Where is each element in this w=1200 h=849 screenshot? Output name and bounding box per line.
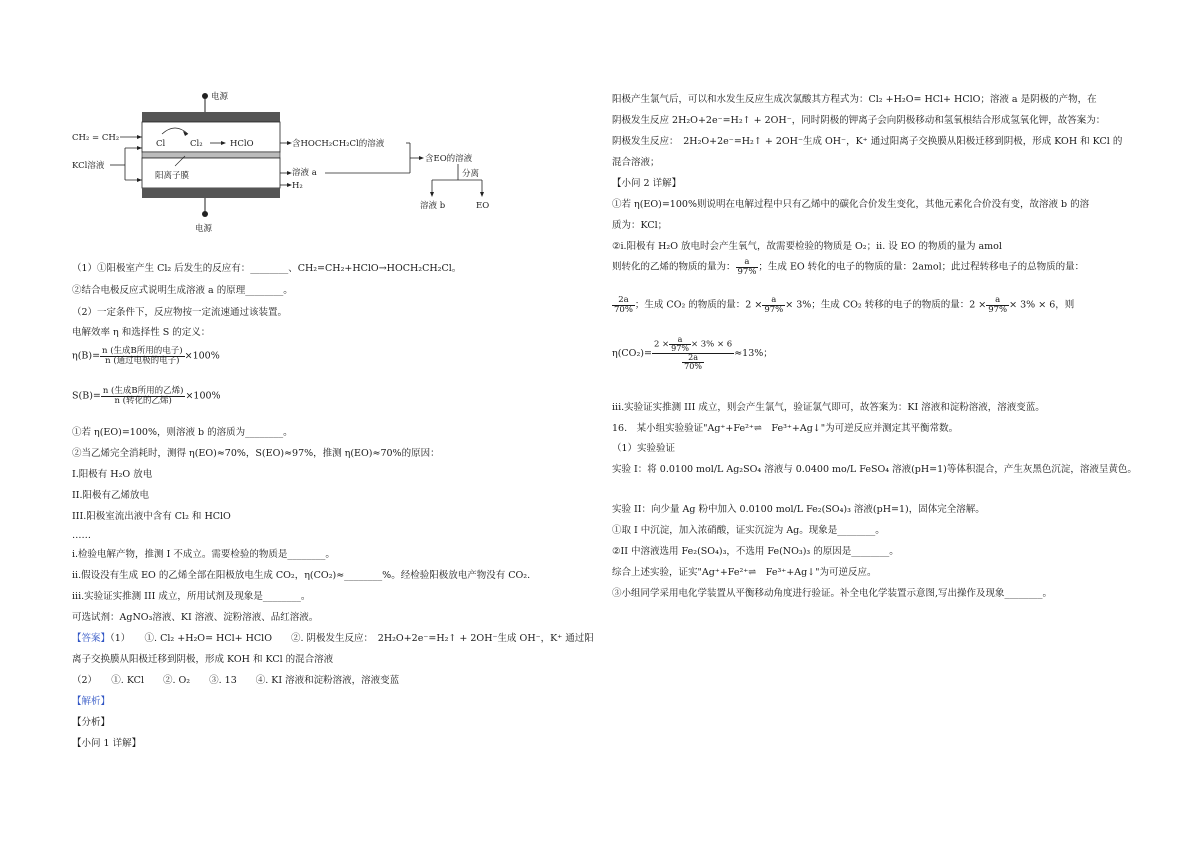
condition-2: ②当乙烯完全消耗时，测得 η(EO)≈70%，S(EO)≈97%，推测 η(EO)≈70%的原因：	[72, 448, 440, 459]
eta-co2-numerator	[652, 336, 734, 354]
cathode-plate	[142, 188, 280, 198]
solution-b-label: 溶液 b	[420, 201, 446, 211]
anode-plate	[142, 112, 280, 122]
eta-co2-tail: ≈13%；	[734, 347, 773, 359]
co2-amount-text: ；生成 CO₂ 的物质的量：2 ×	[634, 299, 763, 311]
right-line-10: iii.实验证实推测 III 成立，则会产生氯气，验证氯气即可，故答案为：KI 溶液和淀粉溶液，溶液变蓝。	[612, 402, 1045, 413]
right-line-4: 混合溶液；	[612, 157, 660, 168]
hypothesis-2: II.阳极有乙烯放电	[72, 490, 150, 501]
eta-co2-label: η(CO₂)=	[612, 347, 652, 359]
q16-part1: （1）实验验证	[612, 443, 676, 454]
item-i: i.检验电解产物，推测 I 不成立。需要检验的物质是________。	[72, 549, 335, 560]
hypothesis-1: I.阳极有 H₂O 放电	[72, 469, 153, 480]
frac-2a-70	[612, 296, 635, 314]
converted-ethylene-text: 则转化的乙烯的物质的量为：	[612, 261, 736, 273]
right-line-1: 阳极产生氯气后，可以和水发生反应生成次氯酸其方程式为：Cl₂ +H₂O= HCl+ HClO；溶液 a 是阴极的产物，在	[612, 94, 1097, 105]
frac-numerator: a	[669, 336, 691, 345]
frac-denominator: 97%	[737, 266, 757, 277]
answer-1: （1） ①. Cl₂ +H₂O= HCl+ HClO ②. 阴极发生反应： 2H₂O+2e⁻=H₂↑ + 2OH⁻生成 OH⁻，K⁺ 通过阳	[110, 633, 594, 644]
ethylene-label: CH₂ = CH₂	[72, 133, 120, 143]
right-line-3: 阴极发生反应： 2H₂O+2e⁻=H₂↑ + 2OH⁻生成 OH⁻，K⁺ 通过阳离子交换膜从阳极迁移到阴极，形成 KOH 和 KCl 的	[612, 136, 1123, 147]
num-pre: 2 ×	[653, 339, 670, 350]
answer-line-1	[72, 634, 594, 644]
s-label: S(B)=	[72, 390, 101, 402]
eta-co2-denominator	[652, 354, 734, 371]
eo-label: EO	[476, 201, 490, 211]
reagents: 可选试剂：AgNO₃溶液、KI 溶液、淀粉溶液、品红溶液。	[72, 612, 319, 623]
exp-item-1: ①取 I 中沉淀，加入浓硝酸，证实沉淀为 Ag。现象是________。	[612, 525, 885, 536]
frac-denominator: 97%	[988, 304, 1008, 315]
answer-tag: 【答案】	[72, 633, 111, 644]
answer-line-2: （2） ①. KCl ②. O₂ ③. 13 ④. KI 溶液和淀粉溶液，溶液变蓝	[72, 675, 400, 686]
frac-numerator: 2a	[612, 296, 635, 306]
right-line-5: ①若 η(EO)=100%则说明在电解过程中只有乙烯中的碳化合价发生变化，其他元素化合价没有变，故溶液 b 的溶	[612, 199, 1090, 210]
num-post: × 3% × 6	[690, 339, 733, 350]
frac-denominator: 97%	[671, 344, 689, 353]
s-denominator: n (转化的乙烯)	[114, 395, 172, 406]
eta-formula	[72, 347, 220, 365]
item-ii: ii.假设没有生成 EO 的乙烯全部在阳极放电生成 CO₂，η(CO₂)≈________%。经检验阳极放电产物没有 CO₂.	[72, 570, 531, 581]
eta-label: η(B)=	[72, 350, 101, 362]
frac-denominator: 70%	[614, 304, 633, 315]
power-label-bottom: 电源	[195, 224, 213, 234]
s-numerator: n (生成B所用的乙烯)	[102, 386, 184, 396]
right-line-9	[612, 296, 1074, 314]
co2-electron-text: × 3%；生成 CO₂ 转移的电子的物质的量：2 ×	[785, 299, 987, 311]
frac-numerator: a	[986, 296, 1009, 306]
exp-item-2: ②II 中溶液选用 Fe₂(SO₄)₃，不选用 Fe(NO₃)₃ 的原因是________。	[612, 546, 899, 557]
q2-intro: （2）一定条件下，反应物按一定流速通过该装置。	[72, 307, 288, 318]
cation-membrane	[142, 152, 280, 158]
membrane-label: 阳离子膜	[155, 171, 190, 181]
solution-a-label: 溶液 a	[292, 168, 317, 178]
power-label-top: 电源	[211, 92, 229, 102]
eta-co2-formula	[612, 336, 773, 371]
question-16: 16. 某小组实验验证"Ag⁺+Fe²⁺⇌ Fe³⁺+Ag↓"为可逆反应并测定其平衡常数。	[612, 423, 959, 434]
electrolysis-diagram	[70, 88, 510, 238]
fenxi-tag: 【分析】	[72, 717, 111, 728]
s-formula	[72, 387, 221, 405]
subquestion-2-tag: 【小问 2 详解】	[612, 178, 682, 189]
s-fraction	[101, 387, 186, 405]
inner-frac-den	[682, 354, 704, 371]
item-iii: iii.实验证实推测 III 成立，所用试剂及现象是________。	[72, 591, 311, 602]
hclo-label: HClO	[230, 139, 254, 149]
condition-1: ①若 η(EO)=100%，则溶液 b 的溶质为________。	[72, 427, 293, 438]
answer-line-1b: 离子交换膜从阳极迁移到阴极，形成 KOH 和 KCl 的混合溶液	[72, 654, 334, 665]
frac-a-97-b	[762, 296, 785, 314]
separate-label: 分离	[462, 169, 480, 179]
cl-label: Cl	[156, 139, 166, 149]
inner-frac	[669, 336, 691, 353]
q1-part2: ②结合电极反应式说明生成溶液 a 的原理________。	[72, 285, 293, 296]
analysis-tag: 【解析】	[72, 696, 111, 707]
eta-numerator: n (生成B所用的电子)	[102, 346, 183, 356]
right-line-7: ②i.阳极有 H₂O 放电时会产生氧气，故需要检验的物质是 O₂；ii. 设 EO 的物质的量为 amol	[612, 241, 1002, 252]
frac-denominator: 97%	[764, 304, 784, 315]
experiment-1: 实验 I：将 0.0100 mol/L Ag₂SO₄ 溶液与 0.0400 mo/L FeSO₄ 溶液(pH=1)等体积混合，产生灰黑色沉淀，溶液呈黄色。	[612, 464, 1137, 475]
definitions-label: 电解效率 η 和选择性 S 的定义：	[72, 327, 211, 338]
eta-tail: ×100%	[184, 350, 220, 362]
right-line-8	[612, 258, 1084, 276]
q1-part1: （1）①阳极室产生 Cl₂ 后发生的反应有：________、CH₂=CH₂+HClO→HOCH₂CH₂Cl。	[72, 263, 462, 274]
experiment-2: 实验 II：向少量 Ag 粉中加入 0.0100 mol/L Fe₂(SO₄)₃ 溶液(pH=1)，固体完全溶解。	[612, 504, 985, 515]
h2-label: H₂	[292, 181, 303, 191]
right-line-2: 阴极发生反应 2H₂O+2e⁻=H₂↑ + 2OH⁻，同时阴极的钾离子会向阴极移动和氢氧根结合形成氢氧化钾，故答案为：	[612, 115, 1106, 126]
hypothesis-3: III.阳极室流出液中含有 Cl₂ 和 HClO	[72, 511, 231, 522]
co2-electron-tail: × 3% × 6，则	[1009, 299, 1075, 311]
frac-numerator: a	[762, 296, 785, 306]
exp-item-3: 综合上述实验，证实"Ag⁺+Fe²⁺⇌ Fe³⁺+Ag↓"为可逆反应。	[612, 567, 877, 578]
right-line-6: 质为：KCl；	[612, 220, 668, 231]
power-terminal-bottom	[202, 211, 208, 217]
frac-a-97-c	[986, 296, 1009, 314]
eo-solution-label: 含EO的溶液	[425, 154, 473, 164]
output-top-label: 含HOCH₂CH₂Cl的溶液	[292, 139, 385, 149]
eta-fraction	[100, 347, 185, 365]
kcl-solution-label: KCl溶液	[72, 161, 105, 171]
frac-denominator: 70%	[684, 362, 702, 371]
exp-item-4: ③小组同学采用电化学装置从平衡移动角度进行验证。补全电化学装置示意图,写出操作及现象________。	[612, 588, 1053, 599]
frac-a-97	[736, 258, 759, 276]
frac-numerator: 2a	[682, 354, 704, 363]
electron-text: ；生成 EO 转化的电子的物质的量：2amol；此过程转移电子的总物质的量：	[758, 261, 1085, 273]
eta-co2-fraction	[652, 336, 734, 371]
frac-numerator: a	[736, 258, 759, 268]
cl2-label: Cl₂	[190, 139, 203, 149]
eta-denominator: n (通过电极的电子)	[105, 355, 180, 366]
s-tail: ×100%	[185, 390, 221, 402]
ellipsis: ……	[72, 530, 91, 541]
subquestion-1-tag: 【小问 1 详解】	[72, 738, 142, 749]
